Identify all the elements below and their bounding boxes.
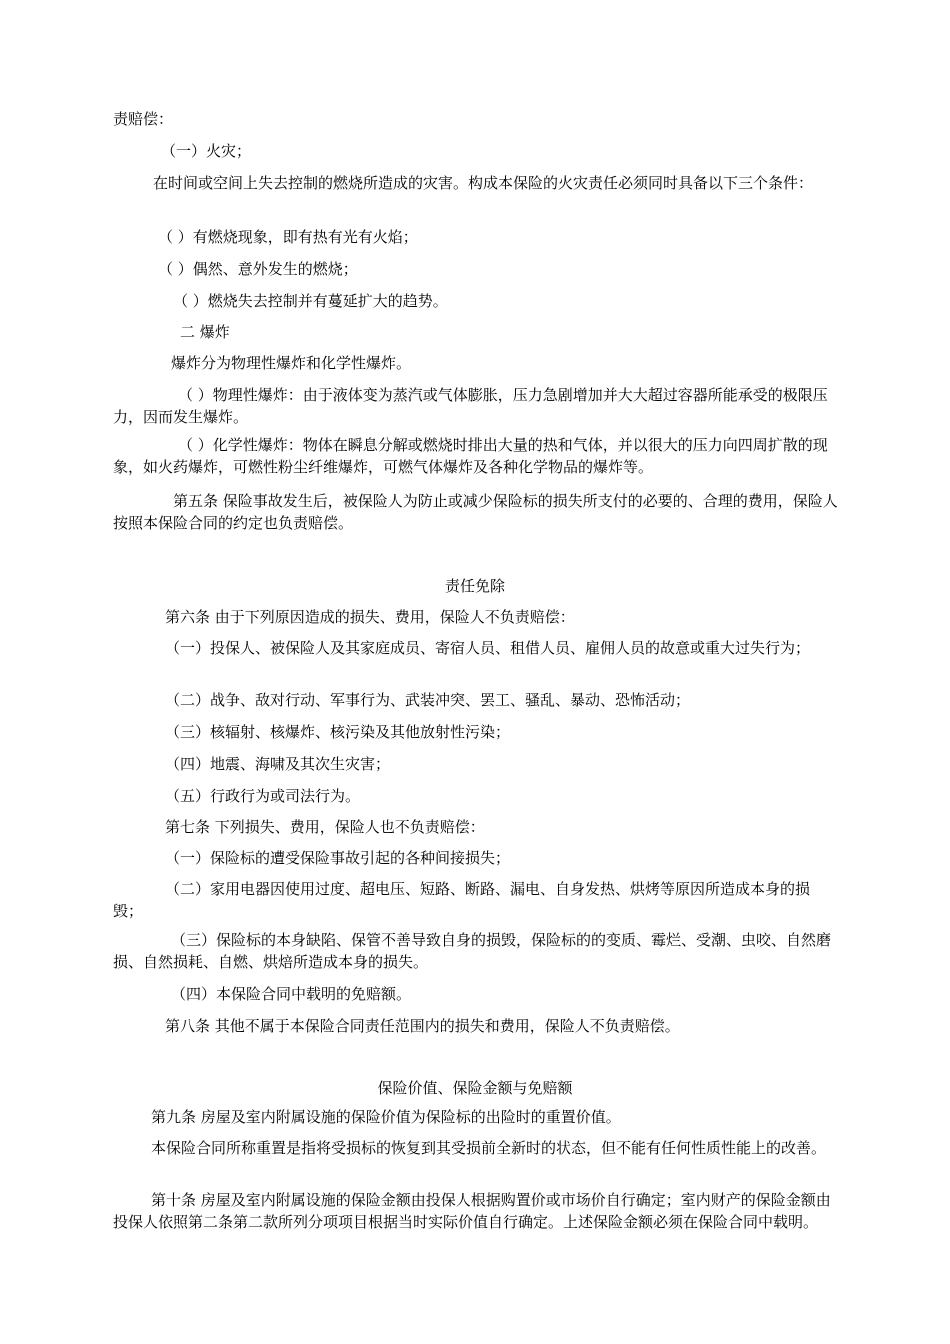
section-title: 保险价值、保险金额与免赔额 [377, 1079, 573, 1097]
paragraph: （二）家用电器因使用过度、超电压、短路、断路、漏电、自身发热、烘烤等原因所造成本身的损毁； [113, 880, 811, 920]
paragraph: 第十条 房屋及室内附属设施的保险金额由投保人根据购置价或市场价自行确定；室内财产的保险金额由投保人依照第二条第二款所列分项项目根据当时实际价值自行确定。上述保险金额必须在保险合同中载明。 [113, 1191, 831, 1231]
paragraph: （ ）燃烧失去控制并有蔓延扩大的趋势。 [173, 292, 448, 310]
paragraph: （一）火灾； [161, 142, 252, 160]
paragraph: （四）地震、海啸及其次生灾害； [165, 755, 391, 773]
paragraph: 责赔偿： [113, 110, 174, 128]
paragraph: （三）保险标的本身缺陷、保管不善导致自身的损毁，保险标的的变质、霉烂、受潮、虫咬、自然磨损、自然损耗、自燃、烘焙所造成本身的损失。 [113, 931, 832, 971]
paragraph: 第六条 由于下列原因造成的损失、费用，保险人不负责赔偿： [165, 608, 575, 626]
paragraph: 第七条 下列损失、费用，保险人也不负责赔偿： [165, 818, 485, 836]
paragraph: （四）本保险合同中载明的免赔额。 [171, 985, 412, 1003]
paragraph: 第八条 其他不属于本保险合同责任范围内的损失和费用，保险人不负责赔偿。 [165, 1017, 680, 1035]
paragraph: （ ）偶然、意外发生的燃烧； [158, 260, 358, 278]
paragraph: （ ）物理性爆炸：由于液体变为蒸汽或气体膨胀，压力急剧增加并大大超过容器所能承受的极限压力，因而发生爆炸。 [113, 386, 828, 426]
paragraph: （ ）化学性爆炸：物体在瞬息分解或燃烧时排出大量的热和气体，并以很大的压力向四周扩散的现象，如火药爆炸，可燃性粉尘纤维爆炸，可燃气体爆炸及各种化学物品的爆炸等。 [113, 436, 828, 476]
paragraph: （二）战争、敌对行动、军事行为、武装冲突、罢工、骚乱、暴动、恐怖活动； [165, 691, 691, 709]
section-heading: 二 爆炸 [180, 323, 230, 341]
paragraph: 第五条 保险事故发生后，被保险人为防止或减少保险标的损失所支付的必要的、合理的费用，保险人按照本保险合同的约定也负责赔偿。 [113, 492, 838, 532]
paragraph: 在时间或空间上失去控制的燃烧所造成的灾害。构成本保险的火灾责任必须同时具备以下三个条件： [153, 174, 814, 192]
paragraph: （五）行政行为或司法行为。 [165, 787, 361, 805]
section-title: 责任免除 [444, 577, 505, 595]
paragraph: （一）投保人、被保险人及其家庭成员、寄宿人员、租借人员、雇佣人员的故意或重大过失行为； [165, 639, 811, 657]
paragraph: （一）保险标的遭受保险事故引起的各种间接损失； [165, 849, 511, 867]
paragraph: 本保险合同所称重置是指将受损标的恢复到其受损前全新时的状态，但不能有任何性质性能上的改善。 [151, 1139, 827, 1157]
paragraph: （ ）有燃烧现象，即有热有光有火焰； [158, 228, 418, 246]
paragraph: 第九条 房屋及室内附属设施的保险价值为保险标的出险时的重置价值。 [151, 1108, 621, 1126]
paragraph: （三）核辐射、核爆炸、核污染及其他放射性污染； [165, 723, 511, 741]
paragraph: 爆炸分为物理性爆炸和化学性爆炸。 [171, 354, 412, 372]
